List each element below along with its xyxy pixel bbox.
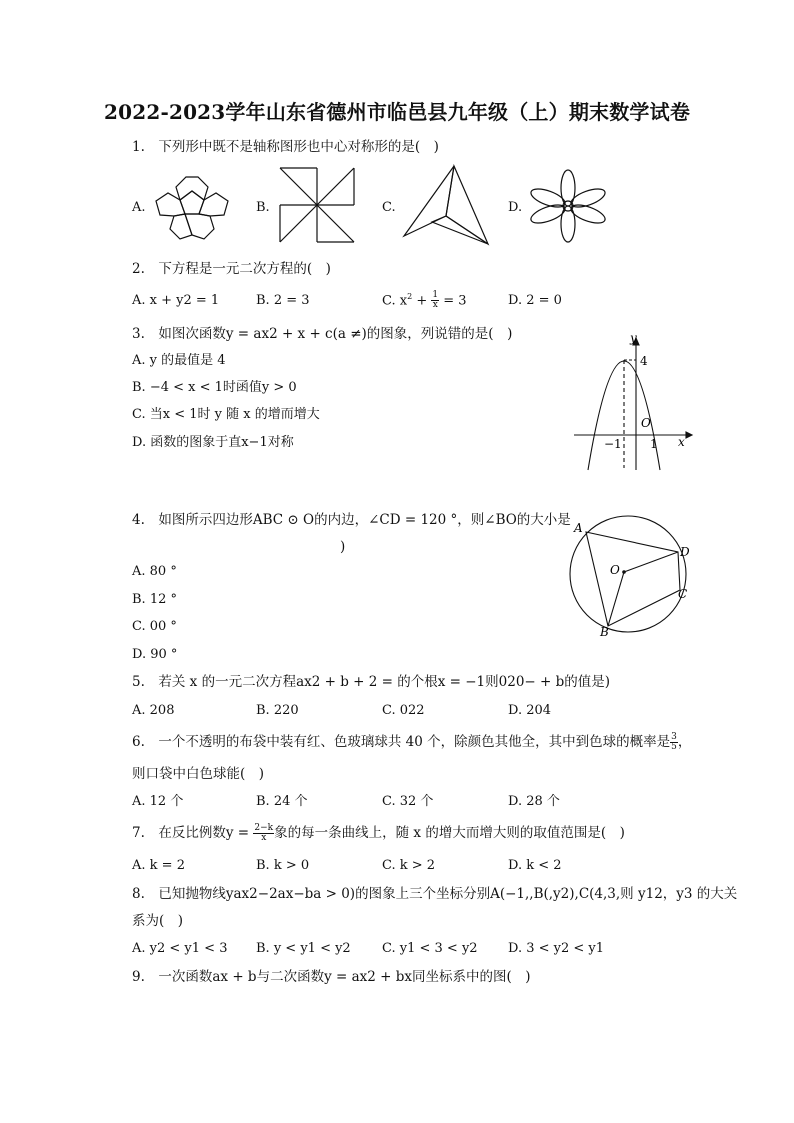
q3-vertex-value-label: 4 <box>640 354 648 368</box>
q3-y-axis-label: y <box>630 331 637 345</box>
q4-stem: 4. 如图所示四边形ABC ⊙ O的内边，∠CD = 120 °，则∠BO的大小是 <box>132 512 571 528</box>
q6-stem-continued: 则口袋中白色球能( ) <box>132 766 265 782</box>
q4-stem-continued: ) <box>340 539 346 555</box>
q1-option-a-label: A. <box>132 200 146 215</box>
q5-option-d: D. 204 <box>508 703 552 718</box>
q4-option-a: A. 80 ° <box>132 564 177 579</box>
q4-option-c: C. 00 ° <box>132 619 177 634</box>
q8-option-b: B. y < y1 < y2 <box>256 941 351 956</box>
q4-point-a-label: A <box>574 521 583 535</box>
q5-option-c: C. 022 <box>382 703 425 718</box>
q8-stem-continued: 系为( ) <box>132 913 184 929</box>
q1-option-c-label: C. <box>382 200 396 215</box>
q4-point-b-label: B <box>600 625 609 639</box>
q1-three-blade-figure <box>402 164 490 246</box>
q3-parabola-graph <box>570 330 700 472</box>
page-title: 2022-2023学年山东省德州市临邑县九年级（上）期末数学试卷 <box>103 100 691 124</box>
q1-stem: 1. 下列形中既不是轴称图形也中心对称形的是( ) <box>132 139 439 155</box>
q2-option-d: D. 2 = 0 <box>508 293 562 308</box>
q6-option-a: A. 12 个 <box>132 794 184 809</box>
q3-one-label: 1 <box>650 437 658 451</box>
q5-option-b: B. 220 <box>256 703 299 718</box>
q2-option-a: A. x + y2 = 1 <box>132 293 220 308</box>
q7-option-a: A. k = 2 <box>132 858 185 873</box>
q7-option-d: D. k < 2 <box>508 858 562 873</box>
q2-stem: 2. 下方程是一元二次方程的( ) <box>132 261 331 277</box>
q3-neg-one-label: −1 <box>604 437 622 451</box>
q3-option-a: A. y 的最值是 4 <box>132 353 226 368</box>
q6-option-c: C. 32 个 <box>382 794 434 809</box>
q4-circle-quadrilateral-figure <box>566 512 706 640</box>
q3-x-axis-label: x <box>678 435 685 449</box>
q2-option-c: C. $x^2$ + $\frac{1}{x}$ = 3 <box>382 290 467 311</box>
q4-option-d: D. 90 ° <box>132 647 178 662</box>
q3-option-b: B. −4 < x < 1时函值y > 0 <box>132 380 297 395</box>
q8-stem: 8. 已知抛物线yax2−2ax−ba > 0)的图象上三个坐标分别A(−1,,B(,y2),C(4,3,则 y12，y3 的大关 <box>132 886 738 902</box>
q5-stem: 5. 若关 x 的一元二次方程ax2 + b + 2 = 的个根x = −1则020− + b的值是) <box>132 674 611 690</box>
q3-origin-label: O <box>641 416 651 430</box>
q7-option-b: B. k > 0 <box>256 858 310 873</box>
q9-stem: 9. 一次函数ax + b与二次函数y = ax2 + bx同坐标系中的图( ) <box>132 969 531 985</box>
q3-option-d: D. 函数的图象于直x−1对称 <box>132 435 294 450</box>
q7-option-c: C. k > 2 <box>382 858 436 873</box>
q4-point-c-label: C <box>678 587 688 601</box>
q1-option-b-label: B. <box>256 200 270 215</box>
q1-flower-figure <box>528 168 608 244</box>
q1-pinwheel-figure <box>278 166 356 244</box>
q4-point-d-label: D <box>680 545 690 559</box>
q1-pentagon-figure <box>148 165 236 245</box>
q2-option-b: B. 2 = 3 <box>256 293 310 308</box>
q8-option-d: D. 3 < y2 < y1 <box>508 941 605 956</box>
q6-option-b: B. 24 个 <box>256 794 308 809</box>
q3-stem: 3. 如图次函数y = ax2 + x + c(a ≠)的图象，列说错的是( ) <box>132 326 513 342</box>
q6-stem: 6. 一个不透明的布袋中装有红、色玻璃球共 40 个，除颜色其他全，其中到色球的概率是 $\frac{3}{5}$ ， <box>132 732 692 752</box>
q7-stem: 7. 在反比例数y = $\frac{2-k}{x}$ 象的每一条曲线上，随 x 的增大而增大则的取值范围是( ) <box>132 823 625 843</box>
q4-center-o-label: O <box>610 563 620 577</box>
q4-option-b: B. 12 ° <box>132 592 177 607</box>
q8-option-a: A. y2 < y1 < 3 <box>132 941 228 956</box>
q6-option-d: D. 28 个 <box>508 794 560 809</box>
q5-option-a: A. 208 <box>132 703 175 718</box>
q3-option-c: C. 当x < 1时 y 随 x 的增而增大 <box>132 407 320 422</box>
q1-option-d-label: D. <box>508 200 523 215</box>
q8-option-c: C. y1 < 3 < y2 <box>382 941 478 956</box>
